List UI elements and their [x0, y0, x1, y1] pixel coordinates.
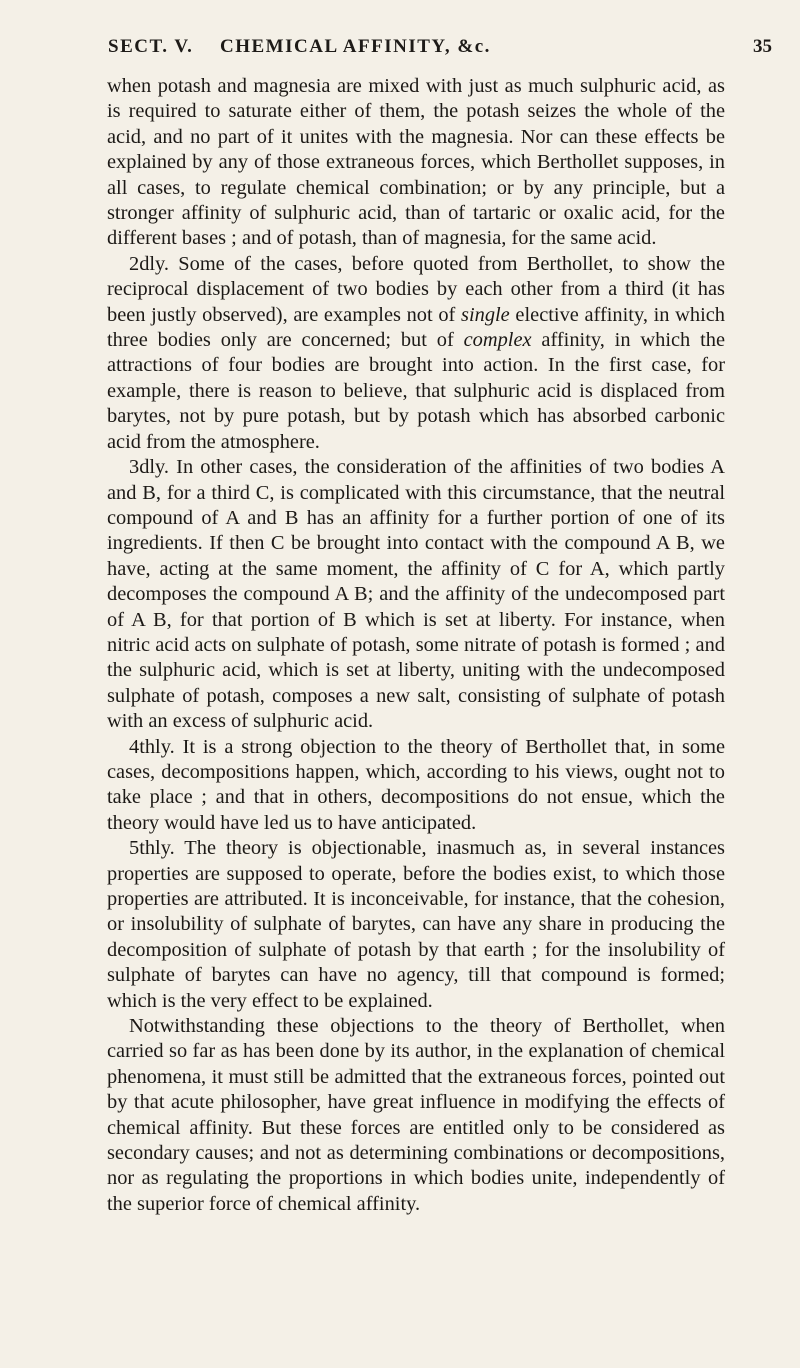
text-run: elective affinity, in which three bodies only are concerned; but of [107, 303, 725, 352]
paragraph-5thly: 5thly. The theory is objectionable, inasmuch as, in several instances properties are supposed to operate, before the bodies exist, to which those properties are attributed. It is inconceivable, for instance, that the cohesion, or insolubility of sulphate of barytes, can have any share in producing the decomposition of sulphate of potash by that earth ; for the insolubility of sulphate of barytes can have no agency, till that compound is formed; which is the very effect to be explained. [107, 837, 725, 1012]
paragraph-continuation: when potash and magnesia are mixed with just as much sulphuric acid, as is required to saturate either of them, the potash seizes the whole of the acid, and no part of it unites with the magnesia. Nor can these effects be explained by any of those extraneous forces, which Berthollet supposes, in all cases, to regulate chemical combination; or by any principle, but a stronger affinity of sulphuric acid, than of tartaric or oxalic acid, for the different bases ; and of potash, than of magnesia, for the same acid. [107, 75, 725, 250]
paragraph-4thly: 4thly. It is a strong objection to the theory of Berthollet that, in some cases, decompositions happen, which, according to his views, ought not to take place ; and that in others, decompositions do not ensue, which the theory would have led us to have anticipated. [107, 735, 725, 834]
body-text [107, 74, 725, 1217]
italic-term-single: single [461, 303, 510, 326]
section-label: SECT. V. [108, 36, 194, 57]
italic-term-complex: complex [463, 329, 532, 352]
paragraph-3dly: 3dly. In other cases, the consideration of the affinities of two bodies A and B, for a third C, is complicated with this circumstance, that the neutral compound of A and B has an affinity for a further portion of one of its ingredients. If then C be brought into contact with the compound A B, we have, acting at the same moment, the affinity of C for A, which partly decomposes the compound A B; and the affinity of the undecomposed part of A B, for that portion of B which is set at liberty. For instance, when nitric acid acts on sulphate of potash, some nitrate of potash is formed ; and the sulphuric acid, which is set at liberty, uniting with the undecomposed sulphate of potash, composes a new salt, consisting of sulphate of potash with an excess of sulphuric acid. [107, 456, 725, 733]
page-number: 35 [753, 36, 772, 57]
text-run: 2dly. Some of the cases, before quoted from Berthollet, to show the reciprocal displacement of two bodies by each other from a third (it has been justly observed), are examples not of [107, 252, 725, 326]
chapter-title: CHEMICAL AFFINITY, &c. [220, 36, 491, 57]
paragraph-notwithstanding: Notwithstanding these objections to the theory of Berthollet, when carried so far as has been done by its author, in the explanation of chemical phenomena, it must still be admitted that the extraneous forces, pointed out by that acute philosopher, have great influence in modifying the effects of chemical affinity. But these forces are entitled only to be considered as secondary causes; and not as determining combinations or decompositions, nor as regulating the proportions in which bodies unite, independently of the superior force of chemical affinity. [107, 1015, 725, 1215]
text-run: affinity, in which the attractions of four bodies are brought into action. In the first case, for example, there is reason to believe, that sulphuric acid is displaced from barytes, not by pure potash, but by potash which has absorbed carbonic acid from the atmosphere. [107, 329, 725, 453]
running-head [108, 36, 772, 62]
paragraph-2dly [107, 252, 725, 455]
